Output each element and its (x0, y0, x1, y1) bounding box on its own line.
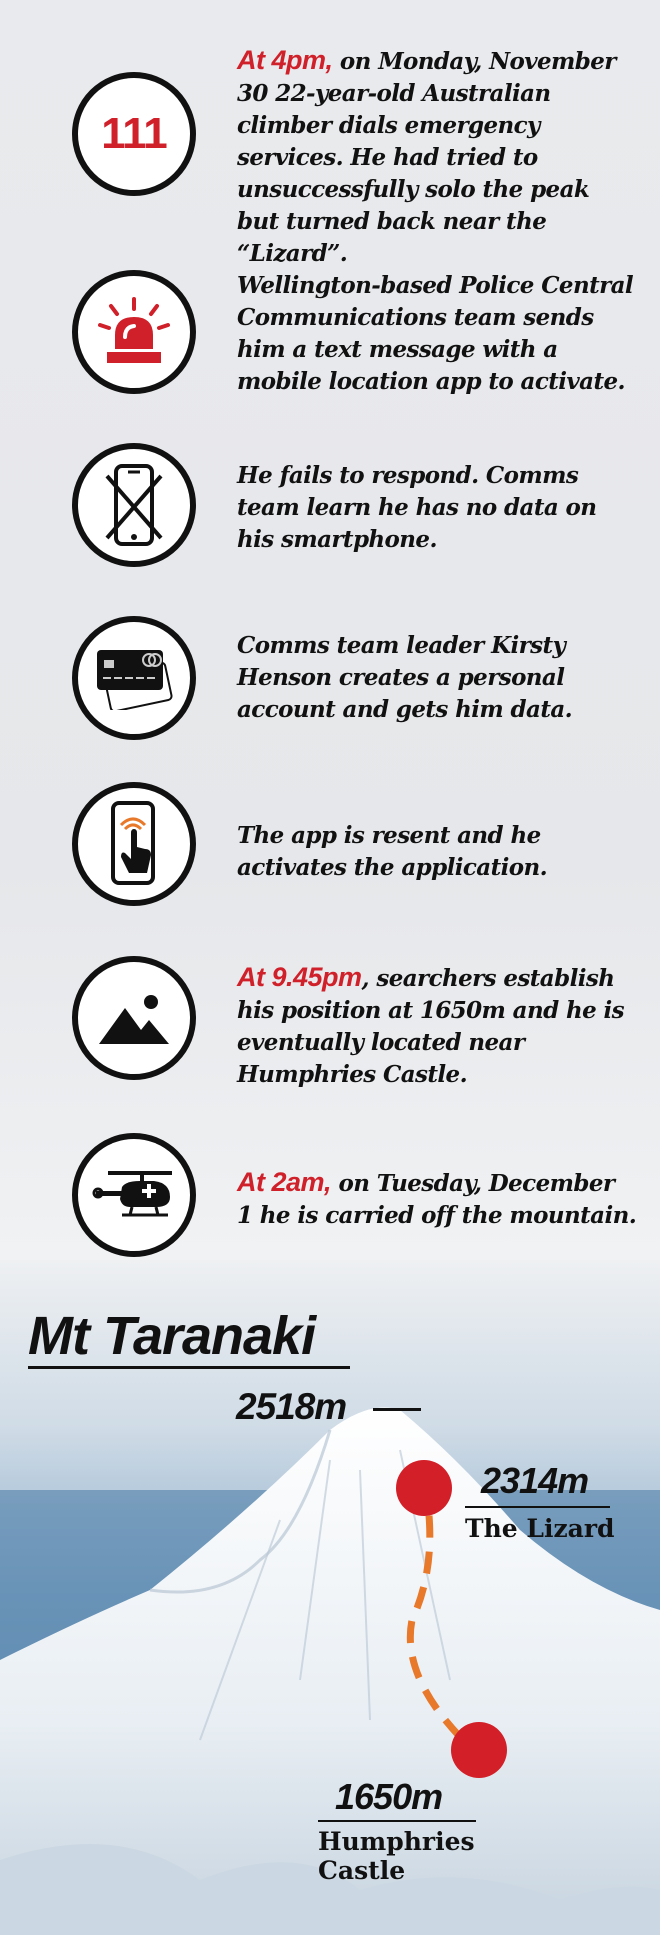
step-highlight: At 4pm, (237, 45, 333, 75)
castle-name-line1: Humphries (318, 1827, 475, 1856)
step-body: The app is resent and he activates the application. (237, 822, 548, 881)
step-text (237, 628, 637, 726)
summit-elevation: 2518m (236, 1386, 347, 1427)
title-underline (28, 1366, 350, 1369)
mountain-image-icon (72, 956, 196, 1080)
summit-marker-line (373, 1408, 421, 1411)
step-text (237, 268, 637, 398)
castle-marker (451, 1722, 507, 1778)
step-highlight: At 9.45pm (237, 962, 362, 992)
step-text (237, 458, 637, 556)
lizard-name: The Lizard (465, 1514, 615, 1543)
castle-rule (318, 1820, 476, 1822)
step-body: , searchers establish his position at 1650m and he is eventually located near Humphries Castle. (237, 965, 625, 1088)
step-body: on Tuesday, December 1 he is carried off the mountain. (237, 1170, 637, 1229)
siren-icon (72, 270, 196, 394)
helicopter-icon (72, 1133, 196, 1257)
lizard-rule (465, 1506, 610, 1508)
step-text (237, 961, 637, 1091)
emergency-number: 111 (101, 109, 167, 158)
phone-tap-icon (72, 782, 196, 906)
crossed-phone-icon (72, 443, 196, 567)
step-text (237, 44, 637, 270)
castle-elevation: 1650m (335, 1776, 443, 1817)
step-highlight: At 2am, (237, 1167, 332, 1197)
step-body: He fails to respond. Comms team learn he has no data on his smartphone. (237, 462, 597, 553)
step-body: Comms team leader Kirsty Henson creates a personal account and gets him data. (237, 632, 573, 723)
map-title: Mt Taranaki (28, 1306, 316, 1366)
step-body: Wellington-based Police Central Communications team sends him a text message with a mobile location app to activate. (237, 272, 634, 395)
emergency-111-icon (72, 72, 196, 196)
castle-name-line2: Castle (318, 1856, 406, 1885)
step-body: on Monday, November 30 22-year-old Australian climber dials emergency services. He had tried to unsuccessfully solo the peak but turned back near the “Lizard”. (237, 48, 616, 267)
lizard-elevation: 2314m (481, 1460, 589, 1501)
step-text (237, 818, 637, 884)
step-text (237, 1166, 637, 1232)
credit-card-icon (72, 616, 196, 740)
lizard-marker (396, 1460, 452, 1516)
